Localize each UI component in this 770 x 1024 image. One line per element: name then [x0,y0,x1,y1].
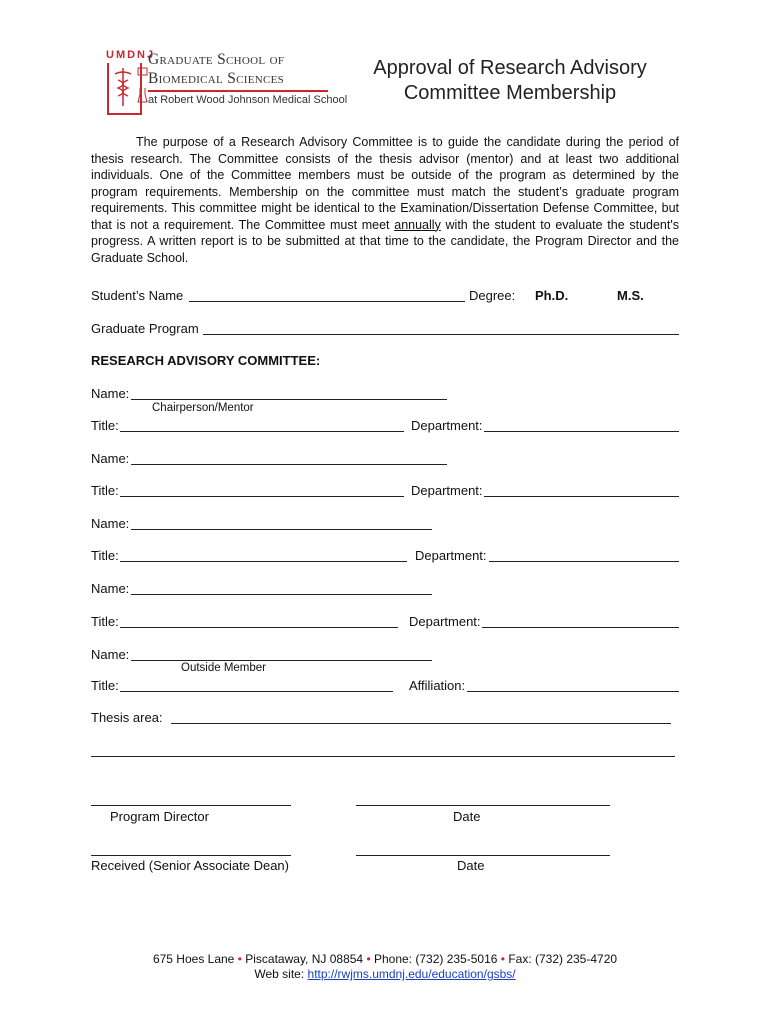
outside-name-label: Name: [91,647,130,662]
outside-name-field[interactable] [131,660,432,661]
footer-bullet-2: • [366,952,371,966]
page-title-line1: Approval of Research Advisory [373,57,647,79]
member3-title-field[interactable] [120,561,407,562]
member4-name-label: Name: [91,581,130,596]
thesis-area-label: Thesis area: [91,710,163,725]
member1-title-label: Title: [91,418,119,433]
member4-title-field[interactable] [120,627,398,628]
intro-text-2: with the student to evaluate the student's progress. A written report is to be submitted at that time to the candidate, the Program Director and the Graduate School. [91,217,679,265]
footer-address [0,952,770,966]
intro-text-1: The purpose of a Research Advisory Committee is to guide the candidate during the period of thesis research. The Committee consists of the thesis advisor (mentor) and at least two additional individuals. One of the Committee members must be outside of the program as determined by the program requirements. Membership on the committee must match the student’s graduate program requirements. This committee might be identical to the Examination/Dissertation Defense Committee, but that is not a requirement. The Committee must meet [91,135,679,232]
page-title-line2: Committee Membership [403,82,617,104]
member4-department-label: Department: [409,614,481,629]
graduate-program-label: Graduate Program [91,321,199,336]
footer-web-label: Web site: [254,967,305,981]
degree-label: Degree: [469,288,516,303]
intro-paragraph [91,134,679,266]
logo-line1: Graduate School of [148,51,285,68]
member2-name-label: Name: [91,451,130,466]
footer-street: 675 Hoes Lane [152,952,235,966]
member4-name-field[interactable] [131,594,432,595]
date1-label: Date [453,809,481,824]
date1-line[interactable] [356,805,610,806]
member3-name-label: Name: [91,516,130,531]
member3-department-label: Department: [415,548,487,563]
thesis-area-field-2[interactable] [91,756,675,757]
member1-name-field[interactable] [131,399,447,400]
received-signature-line[interactable] [91,855,291,856]
footer-bullet-3: • [500,952,505,966]
program-director-signature-line[interactable] [91,805,291,806]
member1-department-field[interactable] [484,431,679,432]
outside-title-label: Title: [91,678,119,693]
outside-title-field[interactable] [120,691,393,692]
date2-line[interactable] [356,855,610,856]
degree-ms-option[interactable]: M.S. [617,288,644,303]
member2-department-field[interactable] [484,496,679,497]
member1-department-label: Department: [411,418,483,433]
thesis-area-field[interactable] [171,723,671,724]
committee-heading: RESEARCH ADVISORY COMMITTEE: [91,353,321,368]
outside-affiliation-field[interactable] [467,691,679,692]
member3-title-label: Title: [91,548,119,563]
member4-department-field[interactable] [482,627,679,628]
logo-line3: at Robert Wood Johnson Medical School [148,94,348,106]
student-name-label: Student’s Name [91,288,184,303]
date2-label: Date [457,858,485,873]
degree-phd-option[interactable]: Ph.D. [535,288,569,303]
outside-affiliation-label: Affiliation: [409,678,466,693]
member1-name-label: Name: [91,386,130,401]
member2-name-field[interactable] [131,464,447,465]
logo-divider [148,90,328,92]
footer-web [0,967,770,981]
page-title [340,56,680,106]
member2-title-label: Title: [91,483,119,498]
member2-title-field[interactable] [120,496,404,497]
graduate-program-field[interactable] [203,334,679,335]
logo-line2: Biomedical Sciences [148,70,285,87]
student-name-field[interactable] [189,301,465,302]
footer-phone: Phone: (732) 235-5016 [373,952,498,966]
logo-org-short: UMDNJ [106,49,156,61]
intro-underlined: annually [394,217,441,232]
footer-fax: Fax: (732) 235-4720 [508,952,618,966]
received-label: Received (Senior Associate Dean) [91,858,289,873]
footer-bullet-1: • [237,952,242,966]
member3-name-field[interactable] [131,529,432,530]
member1-title-field[interactable] [120,431,404,432]
caduceus-icon [110,66,136,108]
member4-title-label: Title: [91,614,119,629]
footer-web-link[interactable]: http://rwjms.umdnj.edu/education/gsbs/ [307,967,516,981]
footer-city: Piscataway, NJ 08854 [245,952,364,966]
member3-department-field[interactable] [489,561,679,562]
outside-caption: Outside Member [181,662,267,674]
chair-caption: Chairperson/Mentor [152,402,254,414]
program-director-label: Program Director [110,809,209,824]
member2-department-label: Department: [411,483,483,498]
